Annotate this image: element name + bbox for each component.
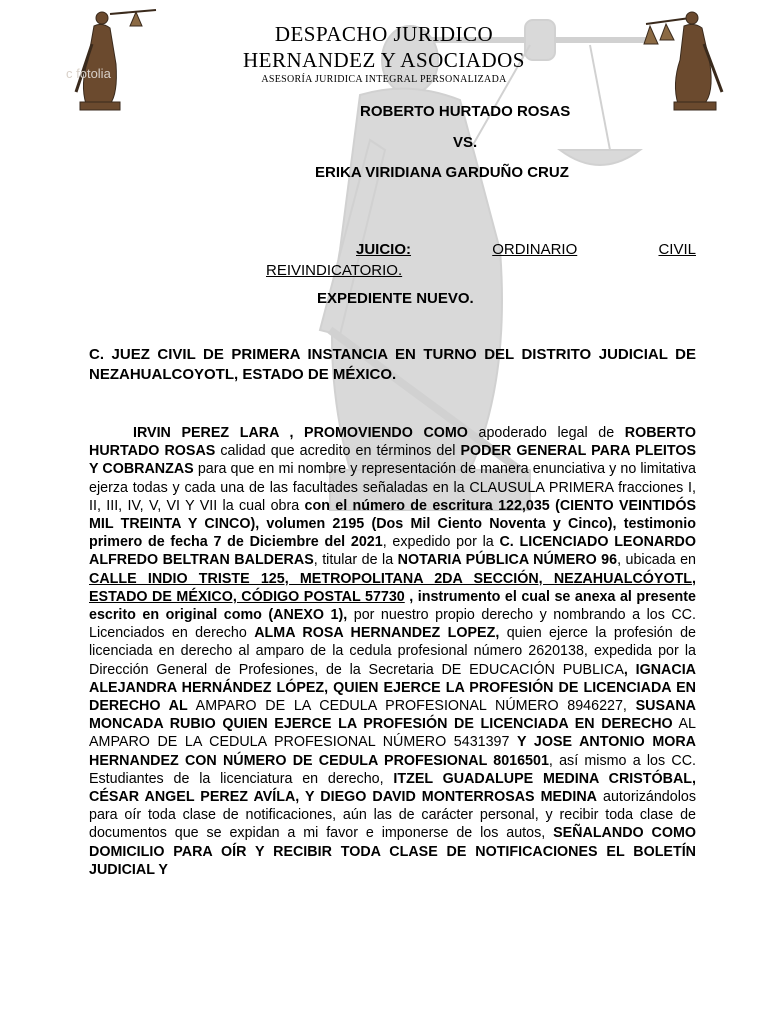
- expediente-label: EXPEDIENTE NUEVO.: [317, 290, 474, 307]
- body-text-span: , ubicada en: [617, 552, 696, 569]
- lawyer-name-1: ALMA ROSA HERNANDEZ LOPEZ,: [254, 625, 500, 642]
- firm-name-line2: HERNANDEZ Y ASOCIADOS: [243, 48, 525, 72]
- poder-type: PODER GENERAL PARA PLEITOS Y COBRANZAS: [89, 443, 696, 478]
- juicio-block: [266, 239, 696, 281]
- body-text-span: , titular de la: [313, 552, 398, 569]
- annex-text: , instrumento el cual se anexa al presente escrito en original como (ANEXO 1),: [89, 588, 696, 624]
- body-text-span: AL AMPARO DE LA CEDULA PROFESIONAL NÚMERO 5431397: [89, 716, 696, 751]
- firm-tagline: ASESORÍA JURIDICA INTEGRAL PERSONALIZADA: [261, 74, 507, 85]
- body-text-span: calidad que acredito en términos del: [215, 443, 461, 460]
- promovente-text: IRVIN PEREZ LARA , PROMOVIENDO COMO: [133, 425, 468, 441]
- juicio-type-word3: REIVINDICATORIO.: [266, 262, 403, 279]
- body-text-span: apoderado legal de: [467, 425, 625, 441]
- body-text-span: para que en mi nombre y representación de manera enunciativa y no limitativa ejerza todas y cada una de las facultades señaladas en la CLAUSULA PRIMERA fracciones I, II, III, IV, V, VI Y VII la cual obra: [89, 461, 696, 514]
- notary-number: NOTARIA PÚBLICA NÚMERO 96: [397, 552, 618, 569]
- plaintiff-name: ROBERTO HURTADO ROSAS: [360, 103, 571, 120]
- lawyer-name-3: SUSANA MONCADA RUBIO QUIEN EJERCE LA PROFESIÓN DE LICENCIADA EN DERECHO: [89, 698, 696, 733]
- body-text-span: , expedido por la: [382, 534, 500, 551]
- versus-label: VS.: [453, 134, 478, 151]
- stock-watermark-text: c fotolia: [66, 66, 111, 81]
- represented-name: ROBERTO HURTADO ROSAS: [89, 425, 696, 460]
- juicio-type-word2: CIVIL: [658, 241, 696, 258]
- firm-name-line1: DESPACHO JURIDICO: [274, 22, 494, 46]
- body-text-span: autorizándolos para oír toda clase de notificaciones, aún las de carácter personal, y recibir toda clase de documentos que se expidan a mi favor e imponerse de los autos,: [89, 789, 696, 842]
- students-names: ITZEL GUADALUPE MEDINA CRISTÓBAL, CÉSAR ANGEL PEREZ AVÍLA, Y DIEGO DAVID MONTERROSAS MEDINA: [89, 770, 696, 806]
- lawyer-name-2: , IGNACIA ALEJANDRA HERNÁNDEZ LÓPEZ, QUIEN EJERCE LA PROFESIÓN DE LICENCIADA EN DERECHO AL: [89, 661, 697, 715]
- body-text-span: por nuestro propio derecho y nombrando a los CC. Licenciados en derecho: [89, 607, 696, 642]
- body-text-span: quien ejerce la profesión de licenciada en derecho al amparo de la cedula profesional número 2620138, expedida por la Dirección General de Profesiones, de la Secretaria DE EDUCACIÓN PUBLICA: [89, 625, 696, 678]
- domicilio-text: SEÑALANDO COMO DOMICILIO PARA OÍR Y RECIBIR TODA CLASE DE NOTIFICACIONES EL BOLETÍN JUDICIAL Y: [89, 825, 696, 878]
- body-text-span: AMPARO DE LA CEDULA PROFESIONAL NÚMERO 8946227,: [187, 698, 636, 715]
- juicio-type-word1: ORDINARIO: [492, 241, 578, 258]
- notary-name: C. LICENCIADO LEONARDO ALFREDO BELTRAN BALDERAS: [89, 534, 696, 569]
- lawyer-name-4: Y JOSE ANTONIO MORA HERNANDEZ CON NÚMERO DE CEDULA PROFESIONAL 8016501: [89, 734, 696, 769]
- addressee-heading: C. JUEZ CIVIL DE PRIMERA INSTANCIA EN TURNO DEL DISTRITO JUDICIAL DE NEZAHUALCOYOTL, ESTADO DE MÉXICO.: [89, 346, 696, 383]
- juicio-label: JUICIO:: [356, 241, 412, 258]
- body-paragraph: [89, 424, 696, 879]
- escritura-details: con el número de escritura 122,035 (CIENTO VEINTIDÓS MIL TREINTA Y CINCO), volumen 2195 (Dos Mil Ciento Noventa y Cinco), testimonio primero de fecha 7 de Diciembre del 2021: [89, 497, 696, 551]
- notary-address: CALLE INDIO TRISTE 125, METROPOLITANA 2DA SECCIÓN, NEZAHUALCÓYOTL, ESTADO DE MÉXICO, CÓDIGO POSTAL 57730: [89, 570, 696, 605]
- body-text-span: , así mismo a los CC. Estudiantes de la licenciatura en derecho,: [89, 752, 696, 787]
- defendant-name: ERIKA VIRIDIANA GARDUÑO CRUZ: [315, 164, 569, 181]
